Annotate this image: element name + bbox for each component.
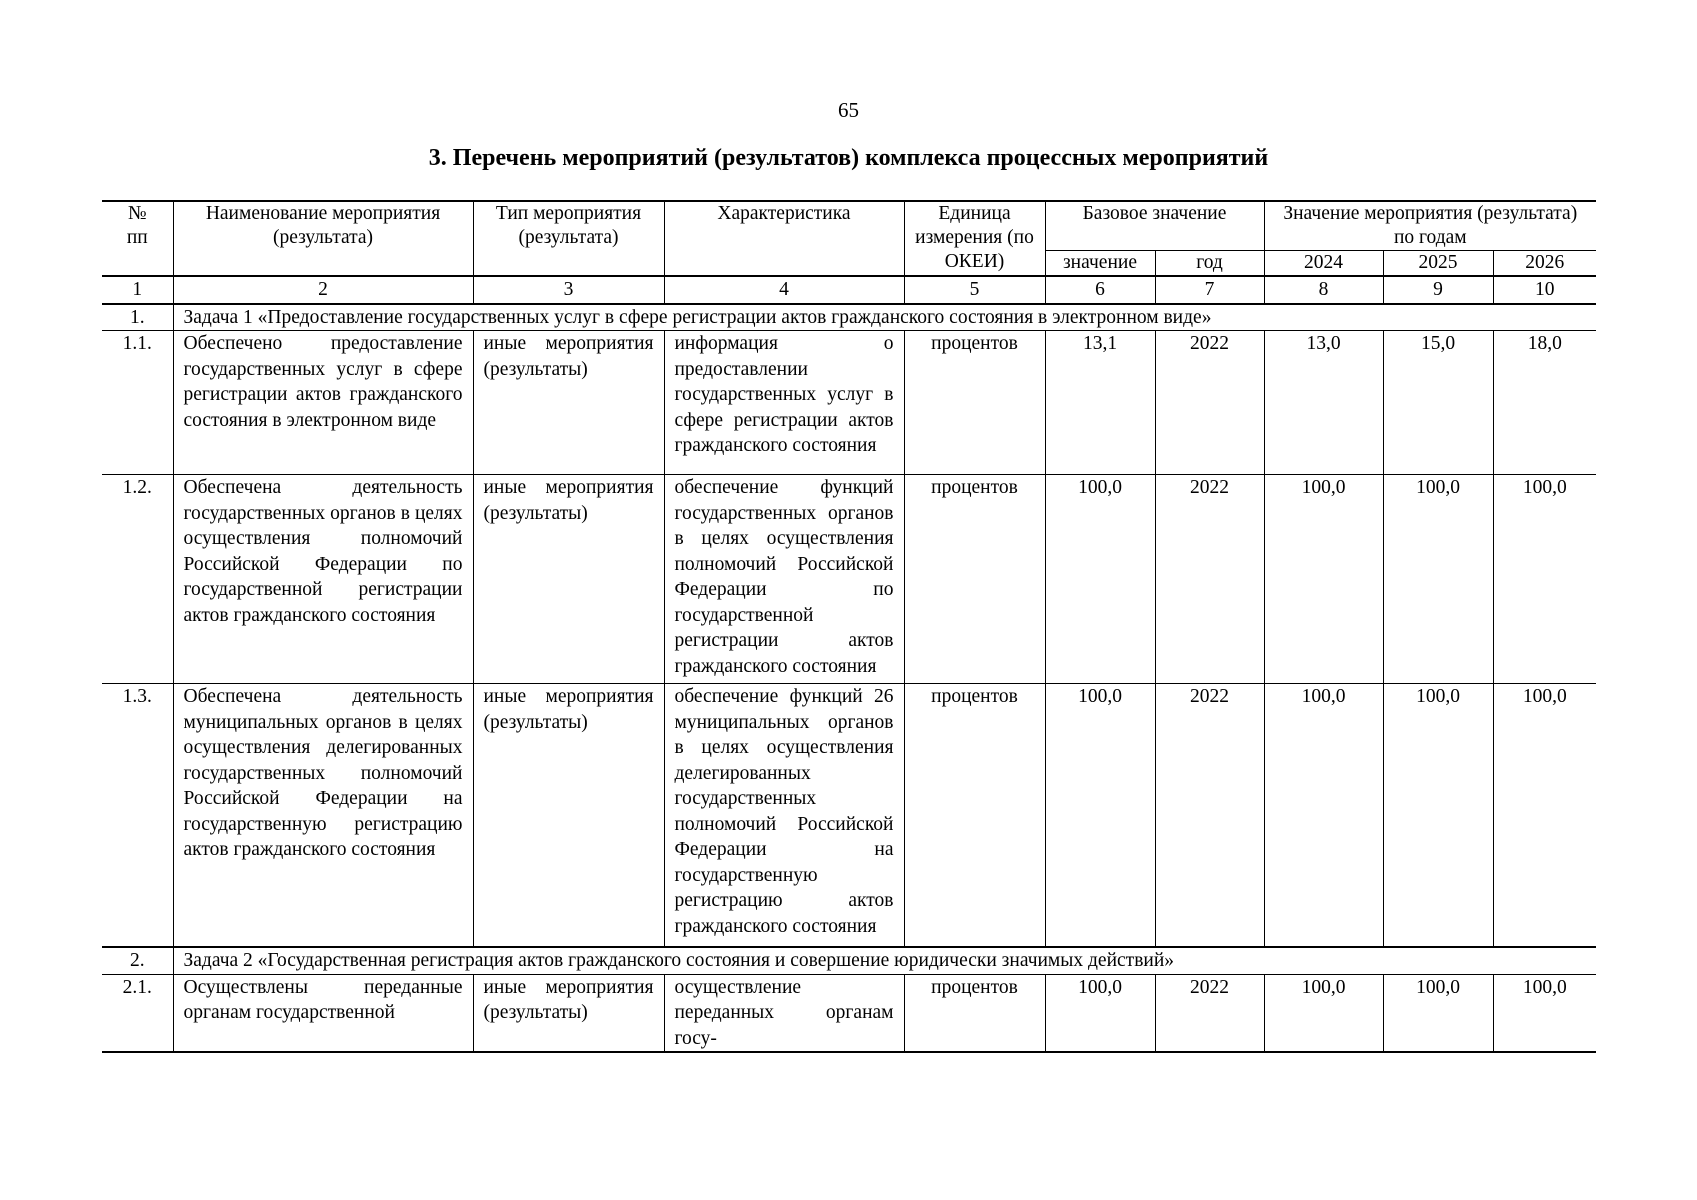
col-number: 7: [1155, 276, 1264, 304]
activities-table: [102, 200, 1596, 1053]
row-num: 2.1.: [102, 974, 173, 1052]
row-value-2024: 100,0: [1264, 974, 1383, 1052]
row-type: иные мероприятия (результаты): [473, 475, 664, 684]
col-number: 9: [1383, 276, 1493, 304]
col-number: 3: [473, 276, 664, 304]
row-value-2025: 100,0: [1383, 684, 1493, 948]
col-number: 2: [173, 276, 473, 304]
table-row: [102, 684, 1596, 948]
row-characteristic: обеспечение функций государственных органов в целях осуществления полномочий Российской Федерации по государственной регистрации актов гражданского состояния: [664, 475, 904, 684]
row-unit: процентов: [904, 974, 1045, 1052]
row-base-value: 13,1: [1045, 331, 1155, 475]
row-num: 1.3.: [102, 684, 173, 948]
row-unit: процентов: [904, 475, 1045, 684]
row-type: иные мероприятия (результаты): [473, 684, 664, 948]
col-number: 10: [1493, 276, 1596, 304]
header-num: № пп: [102, 201, 173, 276]
row-type: иные мероприятия (результаты): [473, 974, 664, 1052]
row-characteristic: информация о предоставлении государственных услуг в сфере регистрации актов гражданского состояния: [664, 331, 904, 475]
task-num: 2.: [102, 947, 173, 974]
row-num: 1.2.: [102, 475, 173, 684]
row-type: иные мероприятия (результаты): [473, 331, 664, 475]
table-row: [102, 475, 1596, 684]
row-value-2025: 100,0: [1383, 475, 1493, 684]
row-base-year: 2022: [1155, 331, 1264, 475]
row-value-2026: 18,0: [1527, 333, 1562, 354]
header-base-value: значение: [1045, 251, 1155, 277]
row-base-year: 2022: [1155, 475, 1264, 684]
col-number: 4: [664, 276, 904, 304]
column-number-row: [102, 276, 1596, 304]
row-name: Осуществлены переданные органам государственной: [173, 974, 473, 1052]
header-base: Базовое значение: [1045, 201, 1264, 251]
row-base-value: 100,0: [1045, 475, 1155, 684]
task-text: Задача 2 «Государственная регистрация актов гражданского состояния и совершение юридически значимых действий»: [173, 947, 1596, 974]
task-row: [102, 304, 1596, 331]
header-year-2025: 2025: [1383, 251, 1493, 277]
header-characteristic: Характеристика: [664, 201, 904, 276]
row-value-2026: 100,0: [1493, 475, 1596, 684]
col-number: 5: [904, 276, 1045, 304]
row-unit: процентов: [904, 331, 1045, 475]
row-name: Обеспечена деятельность государственных органов в целях осуществления полномочий Российской Федерации по государственной регистрации актов гражданского состояния: [173, 475, 473, 684]
header-year-2024: 2024: [1264, 251, 1383, 277]
row-base-value: 100,0: [1045, 974, 1155, 1052]
row-characteristic: обеспечение функций 26 муниципальных органов в целях осуществления делегированных государственных полномочий Российской Федерации на государственную регистрацию актов гражданского состояния: [664, 684, 904, 948]
section-title: 3. Перечень мероприятий (результатов) комплекса процессных мероприятий: [428, 145, 1269, 171]
page-number: 65: [838, 98, 859, 122]
col-number: 8: [1264, 276, 1383, 304]
row-value-2025: 15,0: [1383, 331, 1493, 475]
table-row: [102, 974, 1596, 1052]
row-base-year: 2022: [1155, 684, 1264, 948]
header-year-2026: 2026: [1525, 252, 1565, 273]
row-characteristic: осуществление переданных органам госу-: [664, 974, 904, 1052]
table-row: [102, 331, 1596, 475]
row-name: Обеспечена деятельность муниципальных органов в целях осуществления делегированных государственных полномочий Российской Федерации на государственную регистрацию актов гражданского состояния: [173, 684, 473, 948]
task-row: [102, 947, 1596, 974]
row-value-2025: 100,0: [1383, 974, 1493, 1052]
row-value-2026: 100,0: [1493, 684, 1596, 948]
row-base-year: 2022: [1155, 974, 1264, 1052]
header-yearly: Значение мероприятия (результата) по годам: [1264, 201, 1596, 251]
row-base-value: 100,0: [1045, 684, 1155, 948]
header-type: Тип мероприятия (результата): [473, 201, 664, 276]
col-number: 6: [1045, 276, 1155, 304]
task-num: 1.: [102, 304, 173, 331]
header-unit: Единица измерения (по ОКЕИ): [904, 201, 1045, 276]
header-base-year: год: [1155, 251, 1264, 277]
task-text: Задача 1 «Предоставление государственных услуг в сфере регистрации актов гражданского состояния в электронном виде»: [173, 304, 1596, 331]
row-value-2024: 13,0: [1264, 331, 1383, 475]
row-value-2024: 100,0: [1264, 684, 1383, 948]
row-name: Обеспечено предоставление государственных услуг в сфере регистрации актов гражданского состояния в электронном виде: [173, 331, 473, 475]
row-num: 1.1.: [102, 331, 173, 475]
row-value-2026: 100,0: [1493, 974, 1596, 1052]
row-unit: процентов: [904, 684, 1045, 948]
row-value-2024: 100,0: [1264, 475, 1383, 684]
header-name: Наименование мероприятия (результата): [173, 201, 473, 276]
header-row: [102, 201, 1596, 251]
col-number: 1: [102, 276, 173, 304]
